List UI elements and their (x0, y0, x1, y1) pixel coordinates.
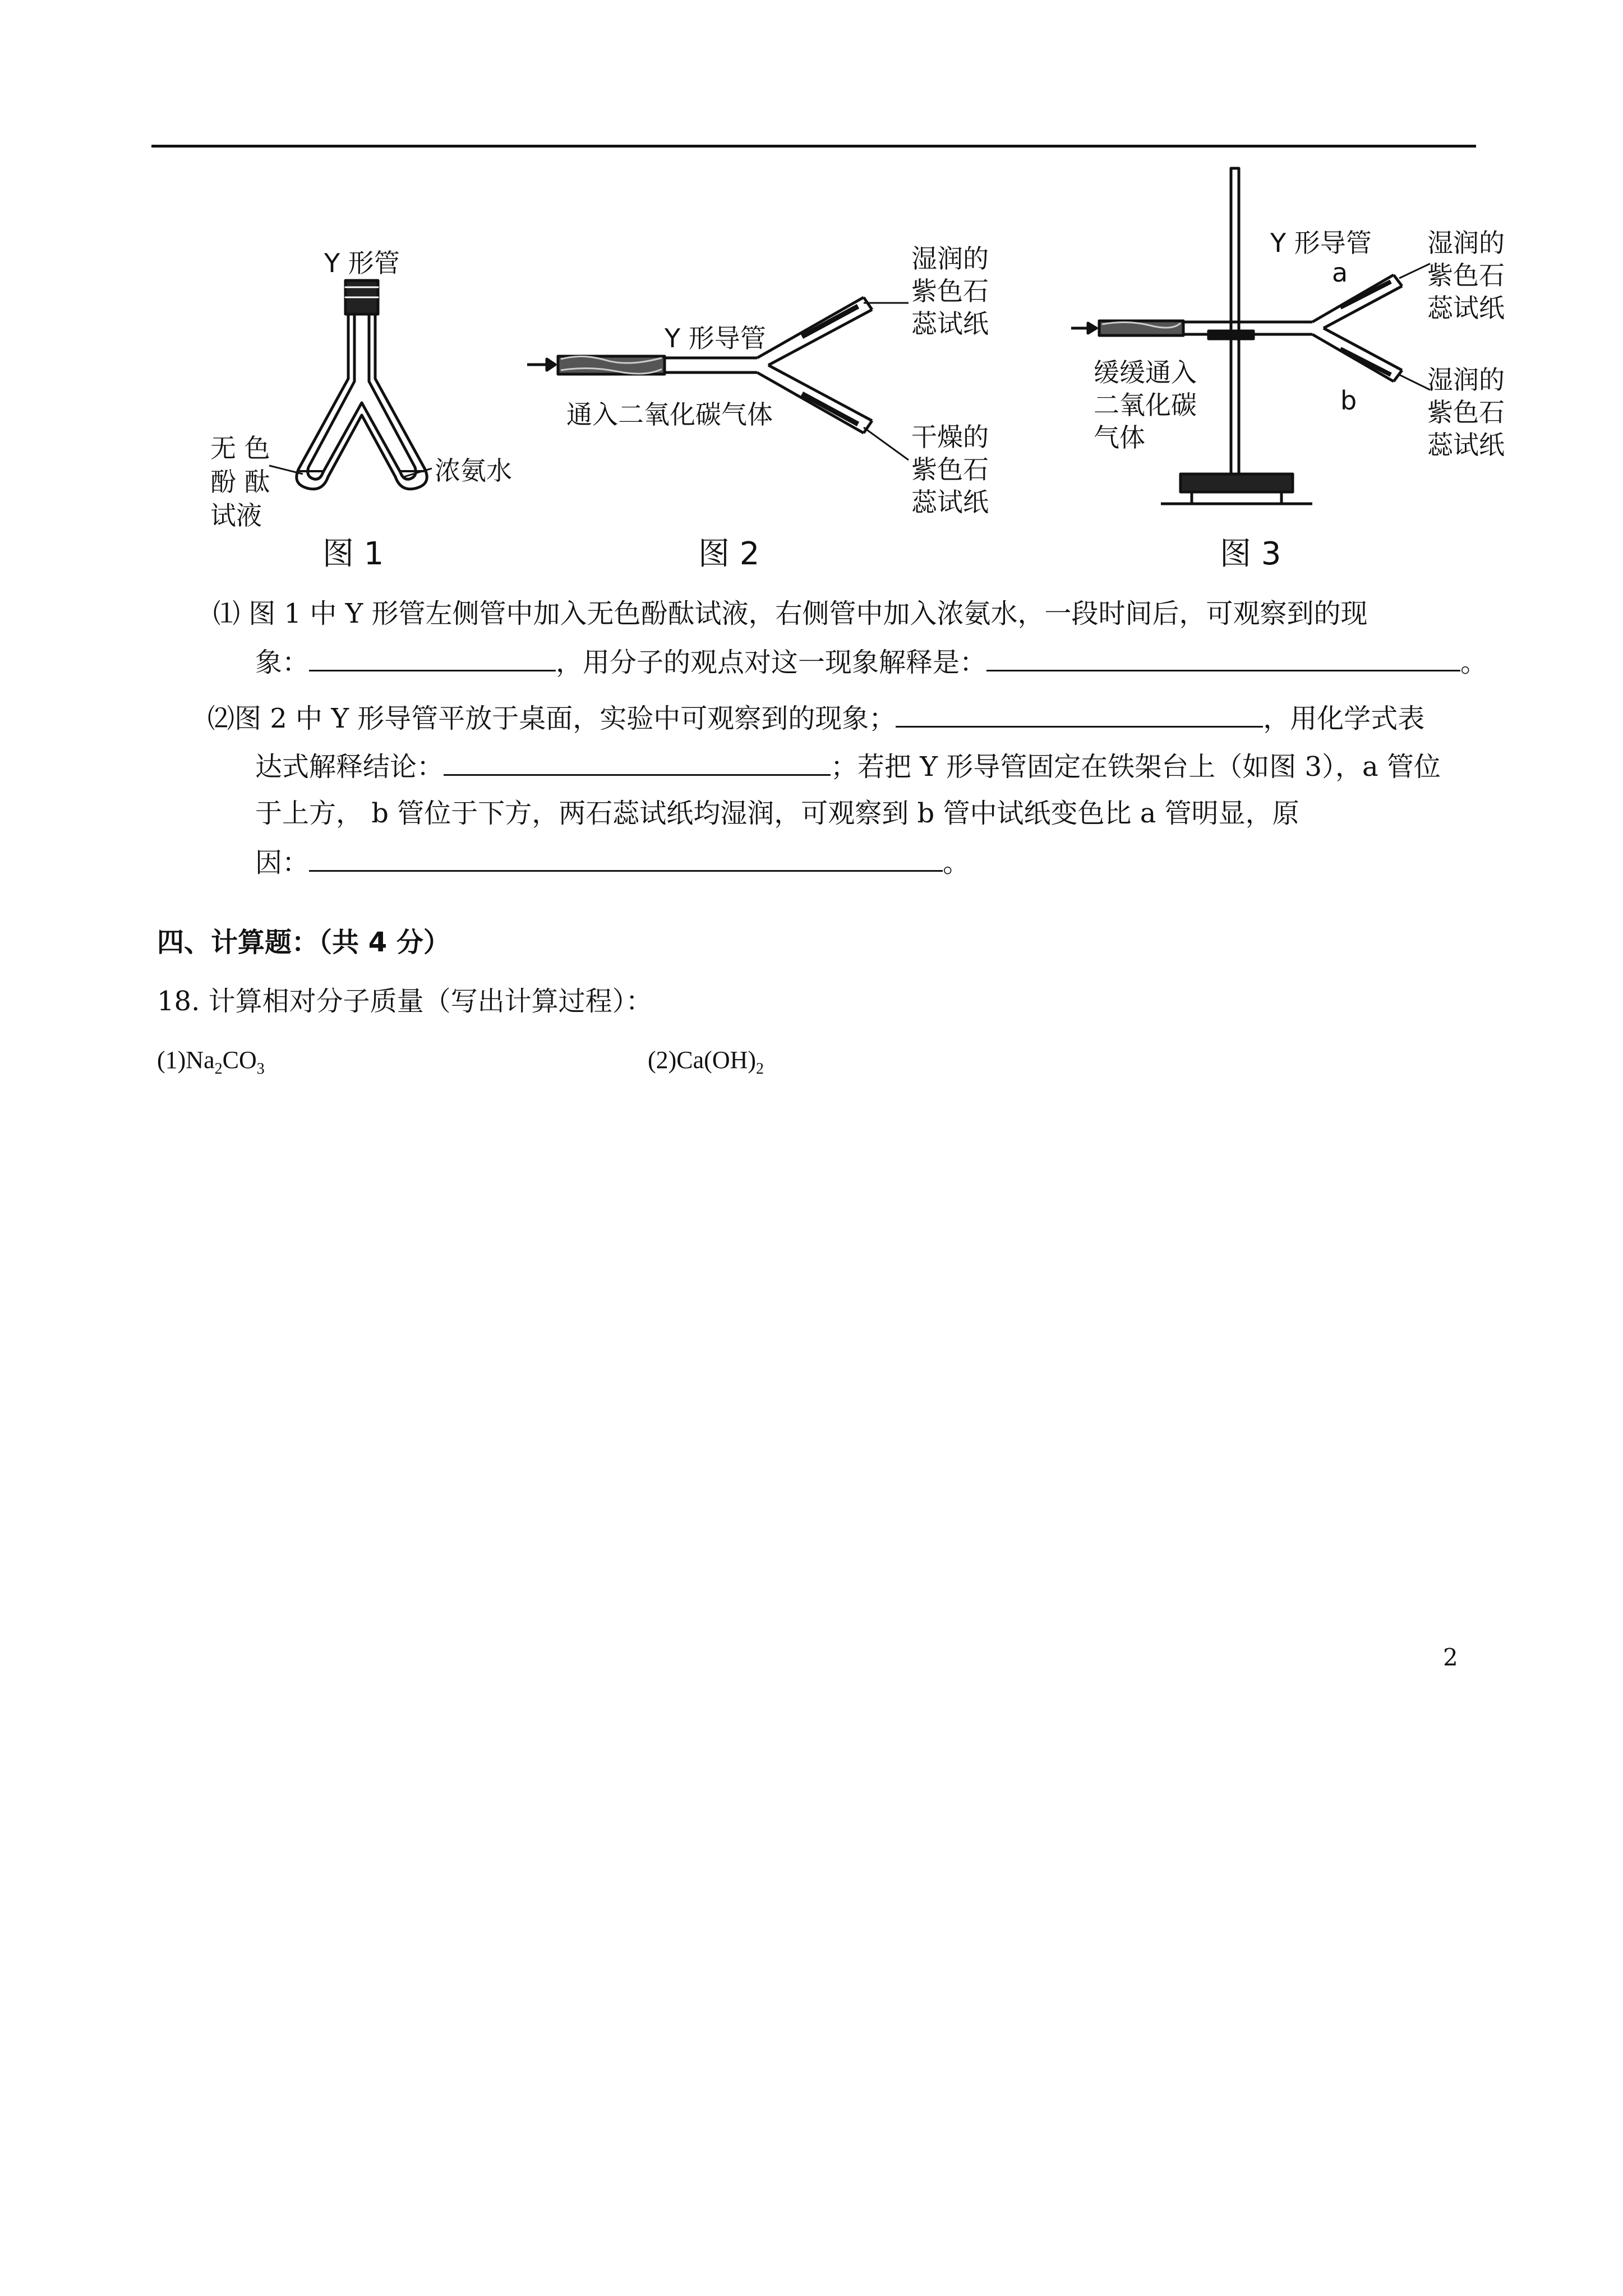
fig2-lower-label-2: 紫色石 (911, 454, 989, 485)
q2-answer-blank-reason[interactable] (309, 844, 943, 872)
q1-answer-blank-explanation[interactable] (986, 644, 1460, 671)
fig2-tube-label: Y 形导管 (665, 323, 766, 353)
q2-line-2 (255, 748, 1441, 784)
iron-stand-y-conduit-diagram (1071, 168, 1464, 527)
fig3-gas-label-2: 二氧化碳 (1094, 390, 1197, 420)
fig2-upper-label-1: 湿润的 (911, 243, 989, 274)
q2-line-4 (255, 844, 970, 880)
q2-line4-text-b: 。 (943, 847, 970, 878)
fig1-left-label-3: 试液 (210, 500, 262, 531)
fig3-a-label: a (1332, 257, 1348, 288)
fig3-tube-label: Y 形导管 (1270, 228, 1372, 258)
q2-line-3: 于上方， b 管位于下方，两石蕊试纸均湿润，可观察到 b 管中试纸变色比 a 管明显，原 (255, 798, 1299, 829)
q2-answer-blank-equation[interactable] (444, 748, 831, 776)
fig3-upper-label-2: 紫色石 (1427, 260, 1505, 291)
q18-item2-sub: 2 (756, 1060, 764, 1078)
fig2-lower-label-3: 蕊试纸 (911, 487, 989, 517)
fig1-top-label: Y 形管 (324, 248, 400, 278)
fig2-gas-label: 通入二氧化碳气体 (566, 399, 773, 430)
page-number: 2 (1443, 1644, 1458, 1671)
q2-line1-text-a: ⑵图 2 中 Y 形导管平放于桌面，实验中可观察到的现象； (208, 703, 896, 734)
fig3-upper-label-3: 蕊试纸 (1427, 293, 1505, 323)
fig1-left-label-2: 酚 酞 (210, 467, 270, 497)
q18-item1-sub1: 2 (214, 1060, 223, 1078)
q1-line2-text-a: 象： (255, 647, 310, 678)
fig3-lower-label-1: 湿润的 (1427, 365, 1505, 395)
fig3-caption: 图 3 (1220, 536, 1281, 572)
fig2-caption: 图 2 (698, 536, 760, 572)
q2-line-1 (208, 700, 1424, 735)
q1-line-1: ⑴ 图 1 中 Y 形管左侧管中加入无色酚酞试液，右侧管中加入浓氨水，一段时间后，可观察到的现 (213, 598, 1368, 629)
fig3-b-label: b (1340, 385, 1357, 416)
fig1-pointers (264, 443, 432, 510)
q18-item-2 (648, 1043, 764, 1086)
q18-item-1 (157, 1043, 265, 1086)
q18-item2-prefix: (2)Ca(OH) (648, 1046, 757, 1074)
fig2-upper-label-3: 蕊试纸 (911, 309, 989, 339)
q2-line1-text-b: ，用化学式表 (1263, 703, 1425, 734)
q18-item1-sub2: 3 (256, 1060, 265, 1078)
q1-line-2 (255, 644, 1487, 679)
question-18: 18. 计算相对分子质量（写出计算过程）： (157, 986, 653, 1017)
fig2-upper-label-2: 紫色石 (911, 276, 989, 306)
q1-answer-blank-observation[interactable] (309, 644, 556, 671)
fig2-lower-label-1: 干燥的 (911, 422, 989, 452)
q2-line4-text-a: 因： (255, 847, 310, 878)
section-4-heading: 四、计算题：（共 4 分） (157, 927, 450, 958)
q1-line2-text-b: ，用分子的观点对这一现象解释是： (556, 647, 987, 678)
fig3-lower-label-3: 蕊试纸 (1427, 430, 1505, 460)
q1-line2-text-c: 。 (1460, 647, 1488, 678)
fig3-upper-label-1: 湿润的 (1427, 228, 1505, 258)
fig1-caption: 图 1 (322, 536, 384, 572)
fig3-gas-label-3: 气体 (1094, 422, 1145, 453)
fig1-left-label-1: 无 色 (210, 433, 270, 463)
fig3-lower-label-2: 紫色石 (1427, 397, 1505, 427)
q2-answer-blank-phenomenon[interactable] (896, 700, 1263, 728)
fig1-leader-lines (0, 0, 505, 280)
q2-line2-text-a: 达式解释结论： (255, 751, 444, 783)
fig1-right-label: 浓氨水 (435, 455, 512, 486)
fig3-gas-label-1: 缓缓通入 (1094, 357, 1197, 388)
q18-item1-prefix: (1)Na (157, 1046, 215, 1074)
q18-item1-mid: CO (222, 1046, 257, 1074)
q2-line2-text-b: ；若把 Y 形导管固定在铁架台上（如图 3），a 管位 (831, 751, 1441, 783)
